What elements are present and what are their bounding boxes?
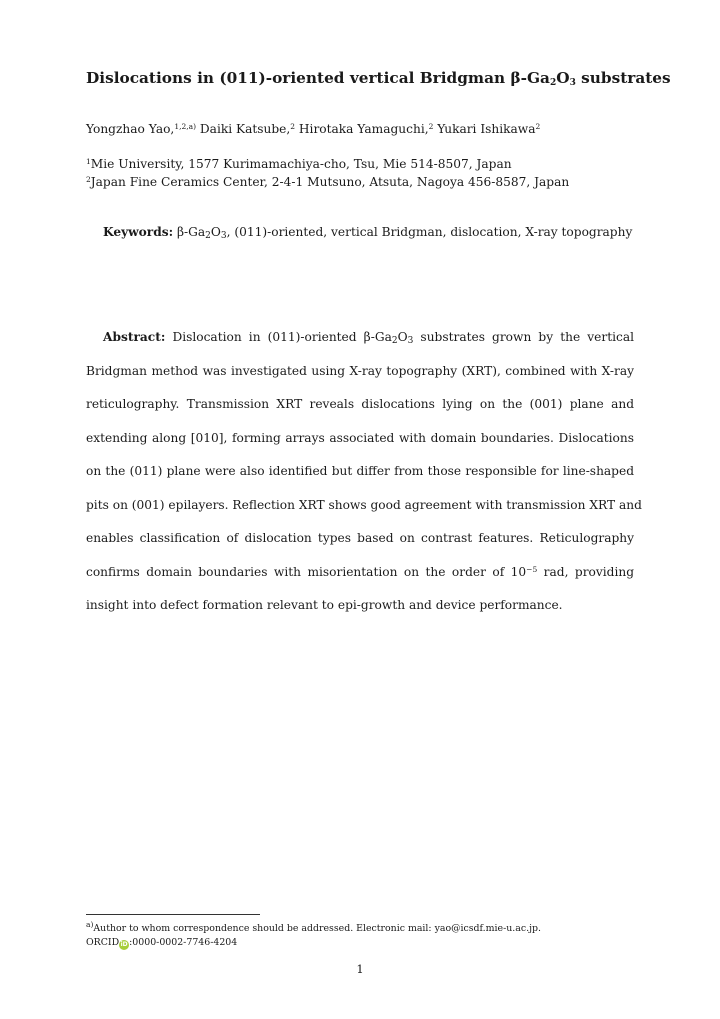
orcid-icon[interactable]: iD (120, 941, 128, 948)
abstract-label: Abstract: (103, 330, 166, 344)
author-name: Yukari Ishikawa (433, 122, 536, 136)
footnote-text: Author to whom correspondence should be addressed. Electronic mail: yao@icsdf.mie-u.ac.jp. (93, 923, 541, 934)
page-number: 1 (356, 962, 364, 976)
footnote-correspondence (86, 920, 541, 934)
abstract-subscript: 3 (407, 336, 414, 346)
author-affiliation-mark: 2 (535, 122, 541, 131)
keywords-text: β-Ga (173, 225, 206, 239)
author-list (86, 122, 540, 136)
paper-title (86, 69, 671, 88)
abstract-text: O (397, 330, 408, 344)
title-text: substrates (575, 69, 671, 87)
affiliation-text: Japan Fine Ceramics Center, 2-4-1 Mutsuno, Atsuta, Nagoya 456-8587, Japan (90, 175, 570, 189)
affiliation-1 (86, 157, 512, 171)
orcid-id: :0000-0002-7746-4204 (129, 937, 238, 948)
affiliation-mark: 1 (86, 157, 91, 166)
footnote-divider (86, 914, 260, 915)
keywords (103, 225, 632, 239)
abstract-line: insight into defect formation relevant to epi-growth and device performance. (86, 598, 563, 612)
abstract-line: Bridgman method was investigated using X-ray topography (XRT), combined with X-ray (86, 363, 634, 378)
title-text: Dislocations in (011)-oriented vertical Bridgman β-Ga (86, 69, 550, 87)
abstract-subscript: 2 (391, 336, 398, 346)
abstract-superscript: −5 (526, 564, 538, 574)
keywords-label: Keywords: (103, 225, 174, 239)
abstract-text: confirms domain boundaries with misorientation on the order of 10 (86, 564, 527, 579)
abstract-line: enables classification of dislocation types based on contrast features. Reticulography (86, 531, 634, 545)
keywords-text: O (210, 225, 221, 239)
title-subscript: 2 (549, 78, 557, 88)
abstract (86, 321, 642, 623)
affiliation-2 (86, 175, 569, 189)
affiliation-mark: 2 (86, 175, 91, 184)
keywords-text: , (011)-oriented, vertical Bridgman, dislocation, X-ray topography (226, 225, 633, 239)
abstract-line (86, 556, 634, 590)
footnote-orcid (86, 937, 237, 950)
footnote-mark: a) (86, 920, 94, 929)
author-affiliation-mark: 1,2,a) (174, 122, 197, 131)
author-name: Hirotaka Yamaguchi, (295, 122, 429, 136)
author-name: Daiki Katsube, (196, 122, 291, 136)
title-text: O (556, 69, 570, 87)
abstract-line: on the (011) plane were also identified but differ from those responsible for line-shaped (86, 464, 634, 478)
abstract-text: rad, providing (537, 564, 634, 579)
abstract-line: pits on (001) epilayers. Reflection XRT shows good agreement with transmission XRT and (86, 497, 642, 512)
abstract-line: reticulography. Transmission XRT reveals dislocations lying on the (001) plane and (86, 397, 634, 411)
abstract-line: extending along [010], forming arrays associated with domain boundaries. Dislocations (86, 430, 634, 445)
title-subscript: 3 (569, 78, 576, 88)
keywords-subscript: 3 (220, 231, 227, 241)
keywords-subscript: 2 (205, 231, 211, 241)
abstract-line (86, 321, 634, 355)
abstract-text: substrates grown by the vertical (413, 330, 634, 344)
affiliation-text: Mie University, 1577 Kurimamachiya-cho, Tsu, Mie 514-8507, Japan (90, 157, 512, 171)
author-affiliation-mark: 2 (290, 122, 296, 131)
author-name: Yongzhao Yao, (86, 122, 175, 136)
abstract-text: Dislocation in (011)-oriented β-Ga (165, 330, 392, 344)
orcid-label: ORCID (86, 937, 120, 948)
author-affiliation-mark: 2 (428, 122, 434, 131)
